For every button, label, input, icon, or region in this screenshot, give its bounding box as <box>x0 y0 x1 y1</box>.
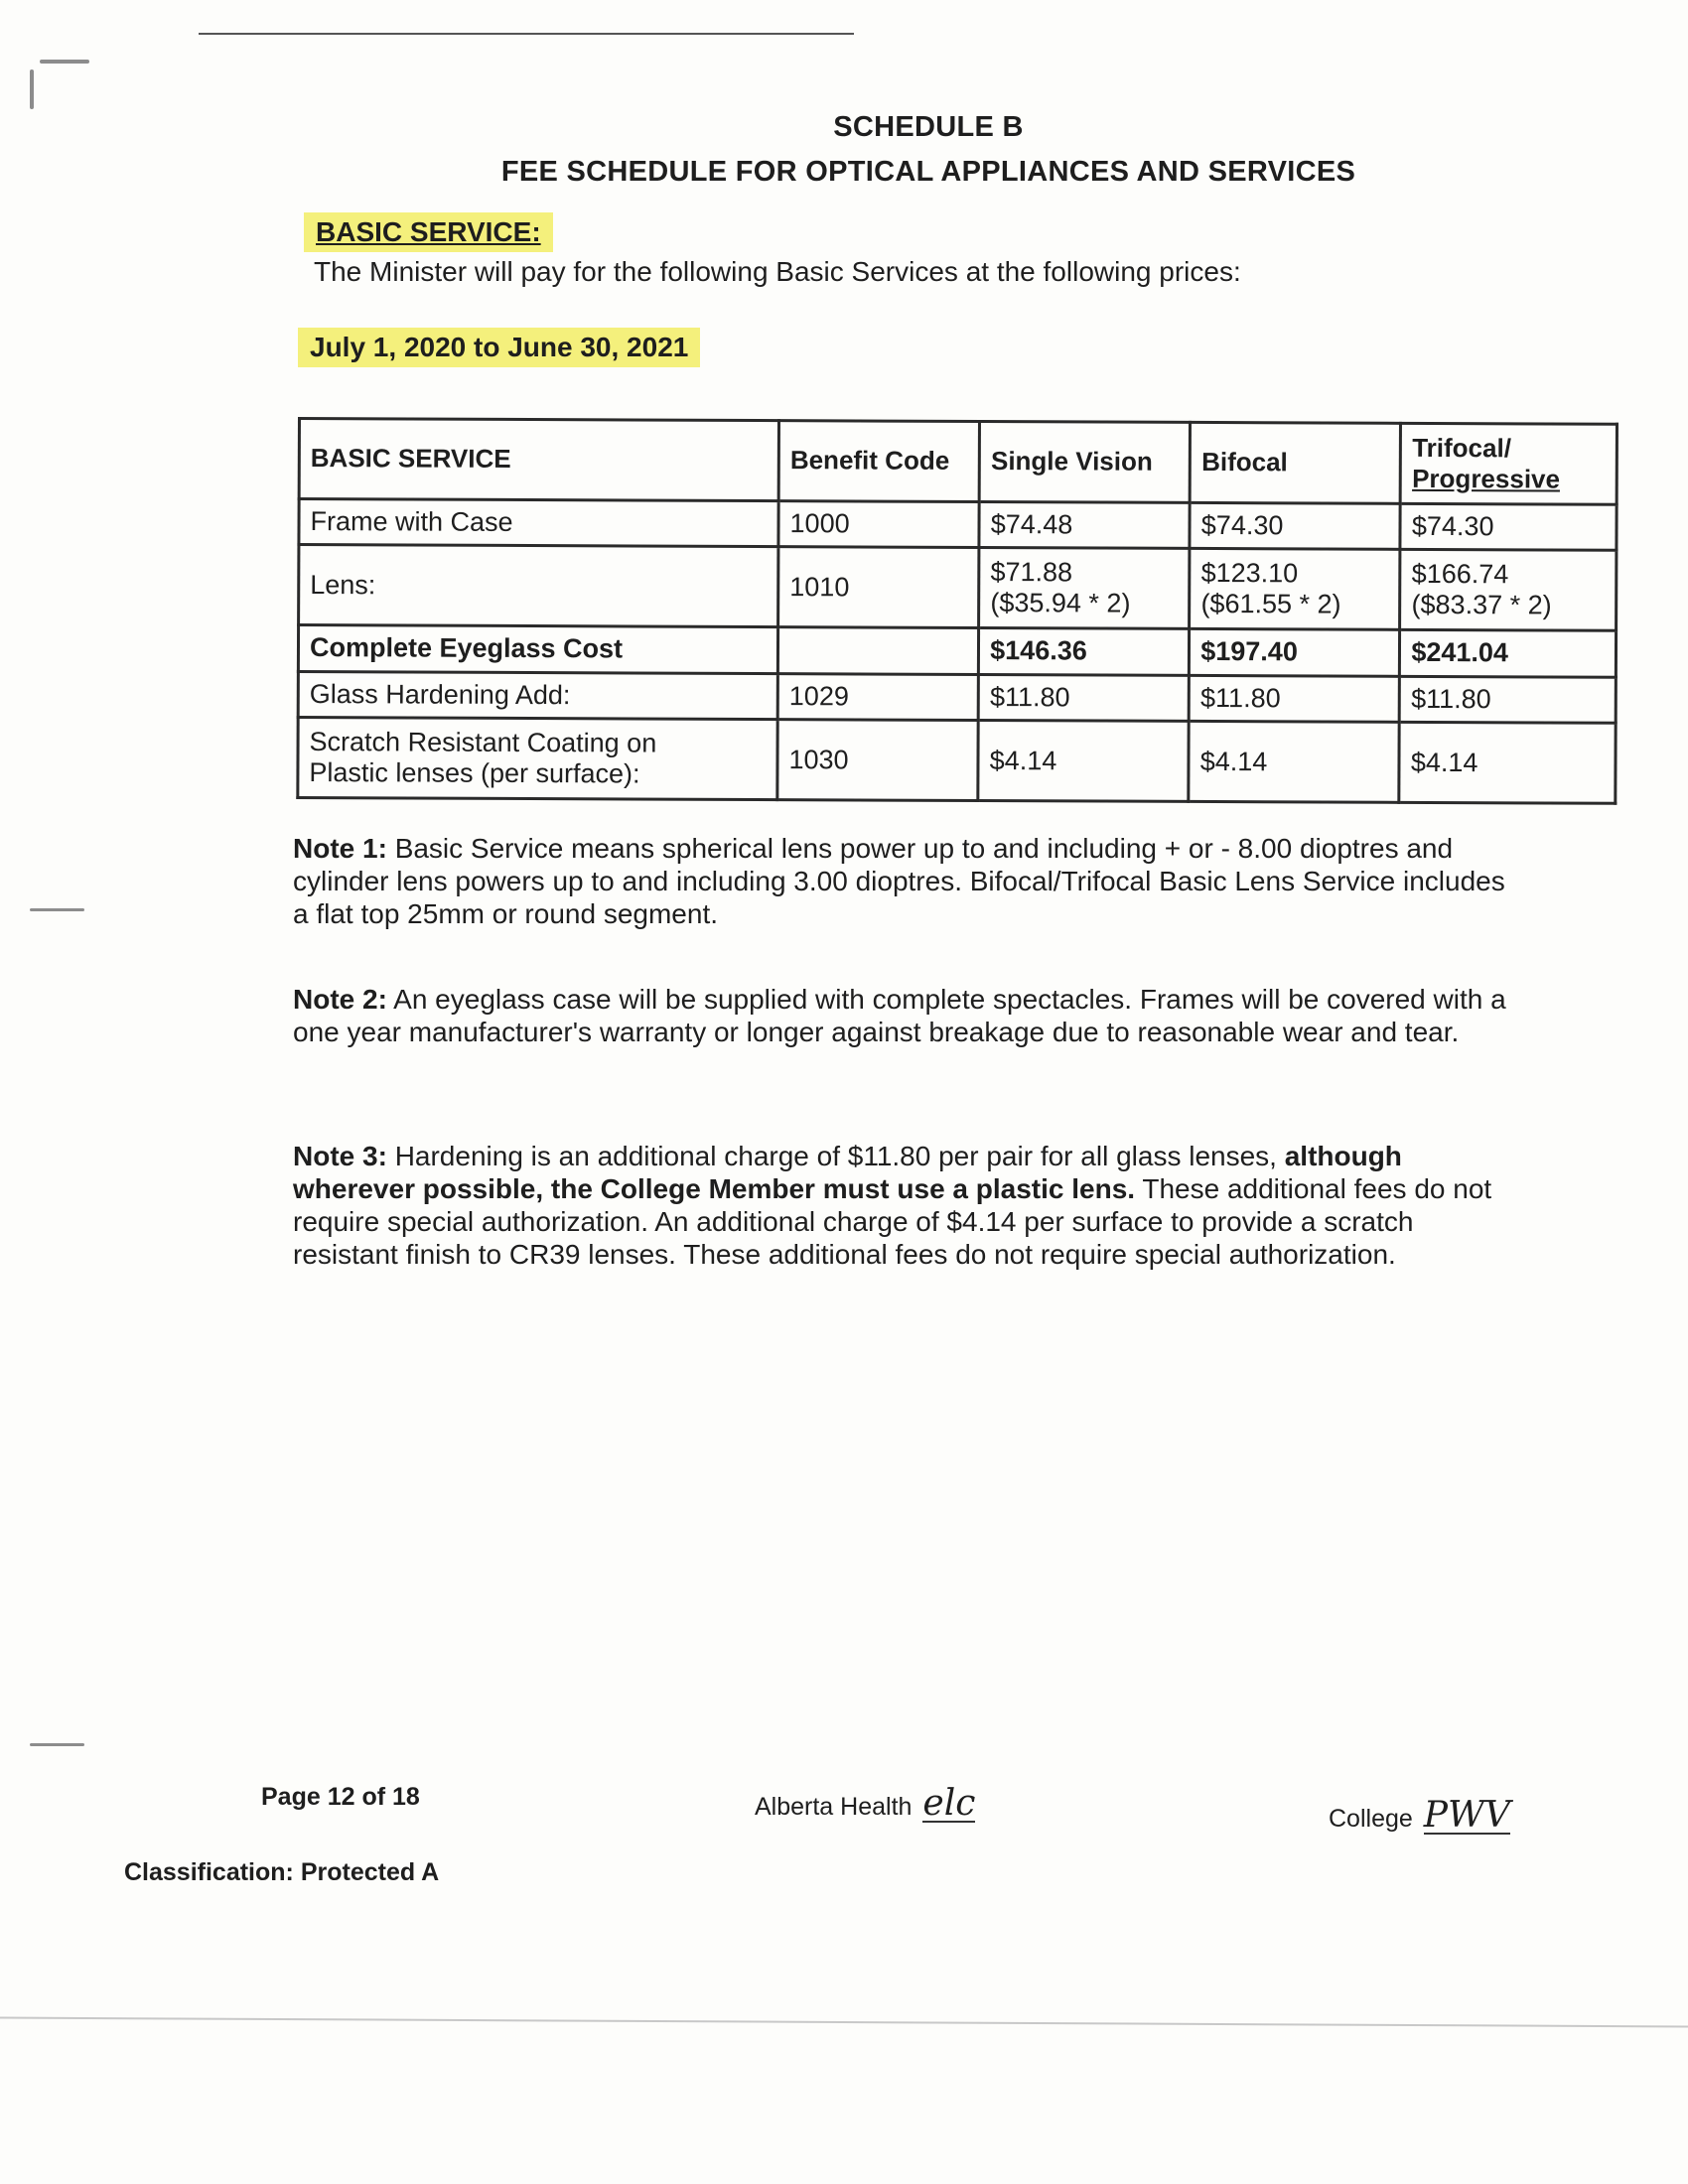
cell-code: 1030 <box>777 720 979 801</box>
basic-service-label: BASIC SERVICE: <box>304 212 553 252</box>
cell-service <box>298 718 777 800</box>
header-single-vision: Single Vision <box>979 421 1190 502</box>
note-2-label: Note 2: <box>293 984 387 1015</box>
note-1-text: Basic Service means spherical lens power up to and including + or - 8.00 dioptres and cylinder lens powers up to and including 3.00 dioptres. Bifocal/Trifocal Basic Lens Service includes a flat top 25mm or round segment. <box>293 833 1505 929</box>
note-1-label: Note 1: <box>293 833 387 864</box>
cell-trifocal <box>1400 550 1617 631</box>
date-range: July 1, 2020 to June 30, 2021 <box>298 328 700 367</box>
college-label: College <box>1329 1805 1413 1833</box>
bottom-rule <box>0 2017 1688 2028</box>
cell-bifocal: $11.80 <box>1189 675 1399 722</box>
cell-service-line1: Scratch Resistant Coating on <box>309 727 657 758</box>
table-row <box>299 498 1617 550</box>
cell-code: 1029 <box>777 673 978 720</box>
note-3 <box>293 1140 1514 1271</box>
scan-mark <box>30 908 84 911</box>
cell-trifocal: $4.14 <box>1399 723 1616 804</box>
scan-mark <box>30 69 34 109</box>
scan-mark <box>40 60 89 64</box>
top-rule <box>199 33 854 35</box>
cell-value: $123.10 <box>1200 558 1299 589</box>
note-3-label: Note 3: <box>293 1141 387 1171</box>
cell-value: $71.88 <box>990 557 1073 588</box>
note-3-text-b: These additional fees do not require special authorization. An additional charge of $4.14 per surface to provide a scratch resistant finish to CR39 lenses. These additional fees do not require special authorization. <box>293 1173 1492 1270</box>
cell-subvalue: ($83.37 * 2) <box>1411 590 1552 620</box>
header-benefit-code: Benefit Code <box>778 421 980 502</box>
cell-service: Frame with Case <box>299 498 778 547</box>
cell-bifocal: $197.40 <box>1190 629 1400 676</box>
header-bifocal: Bifocal <box>1190 422 1400 503</box>
cell-service-line2: Plastic lenses (per surface): <box>309 757 640 789</box>
note-2 <box>293 983 1514 1048</box>
college-signoff <box>1329 1795 1510 1836</box>
note-2-text: An eyeglass case will be supplied with complete spectacles. Frames will be covered with a one year manufacturer's warranty or longer against breakage due to reasonable wear and tear. <box>293 984 1506 1047</box>
cell-code <box>777 627 978 674</box>
schedule-subtitle: FEE SCHEDULE FOR OPTICAL APPLIANCES AND SERVICES <box>500 156 1356 188</box>
cell-trifocal: $74.30 <box>1400 503 1617 550</box>
cell-value: $166.74 <box>1411 559 1509 590</box>
college-initials: PWV <box>1423 1795 1510 1836</box>
fee-table <box>296 417 1618 805</box>
cell-trifocal: $241.04 <box>1400 630 1617 677</box>
header-trifocal <box>1401 423 1618 504</box>
scan-mark <box>30 1743 84 1746</box>
cell-service: Lens: <box>299 545 778 627</box>
table-row <box>299 545 1617 631</box>
cell-code: 1000 <box>778 500 979 547</box>
cell-bifocal: $74.30 <box>1190 502 1400 549</box>
page-number: Page 12 of 18 <box>261 1783 420 1811</box>
cell-single-vision: $11.80 <box>978 674 1189 721</box>
alberta-health-signoff <box>755 1783 976 1824</box>
cell-service: Glass Hardening Add: <box>298 671 777 720</box>
table-row <box>298 671 1616 723</box>
schedule-title: SCHEDULE B <box>833 111 1024 143</box>
header-trifocal-line1: Trifocal/ <box>1412 432 1512 464</box>
classification-label: Classification: Protected A <box>124 1858 440 1886</box>
alberta-health-label: Alberta Health <box>755 1793 913 1821</box>
cell-bifocal: $4.14 <box>1189 722 1399 803</box>
cell-single-vision: $74.48 <box>979 501 1190 548</box>
table-row <box>298 625 1616 677</box>
cell-single-vision: $146.36 <box>979 628 1190 675</box>
header-trifocal-line2: Progressive <box>1412 463 1561 494</box>
cell-bifocal <box>1190 549 1400 630</box>
note-3-text-a: Hardening is an additional charge of $11.80 per pair for all glass lenses, <box>394 1141 1277 1171</box>
alberta-health-initials: elc <box>922 1783 976 1824</box>
cell-subvalue: ($61.55 * 2) <box>1200 589 1341 619</box>
cell-single-vision <box>979 548 1190 629</box>
table-row <box>298 718 1616 804</box>
note-3-text-bold: although wherever possible, the College Member must use a plastic lens. <box>293 1141 1402 1204</box>
note-1 <box>293 832 1514 930</box>
header-basic-service: BASIC SERVICE <box>299 419 778 501</box>
cell-code: 1010 <box>778 547 980 628</box>
cell-single-vision: $4.14 <box>978 721 1189 802</box>
cell-trifocal: $11.80 <box>1400 676 1617 723</box>
table-header-row <box>299 419 1617 505</box>
cell-subvalue: ($35.94 * 2) <box>990 588 1131 618</box>
basic-service-intro: The Minister will pay for the following Basic Services at the following prices: <box>314 256 1241 287</box>
cell-service: Complete Eyeglass Cost <box>298 625 777 674</box>
